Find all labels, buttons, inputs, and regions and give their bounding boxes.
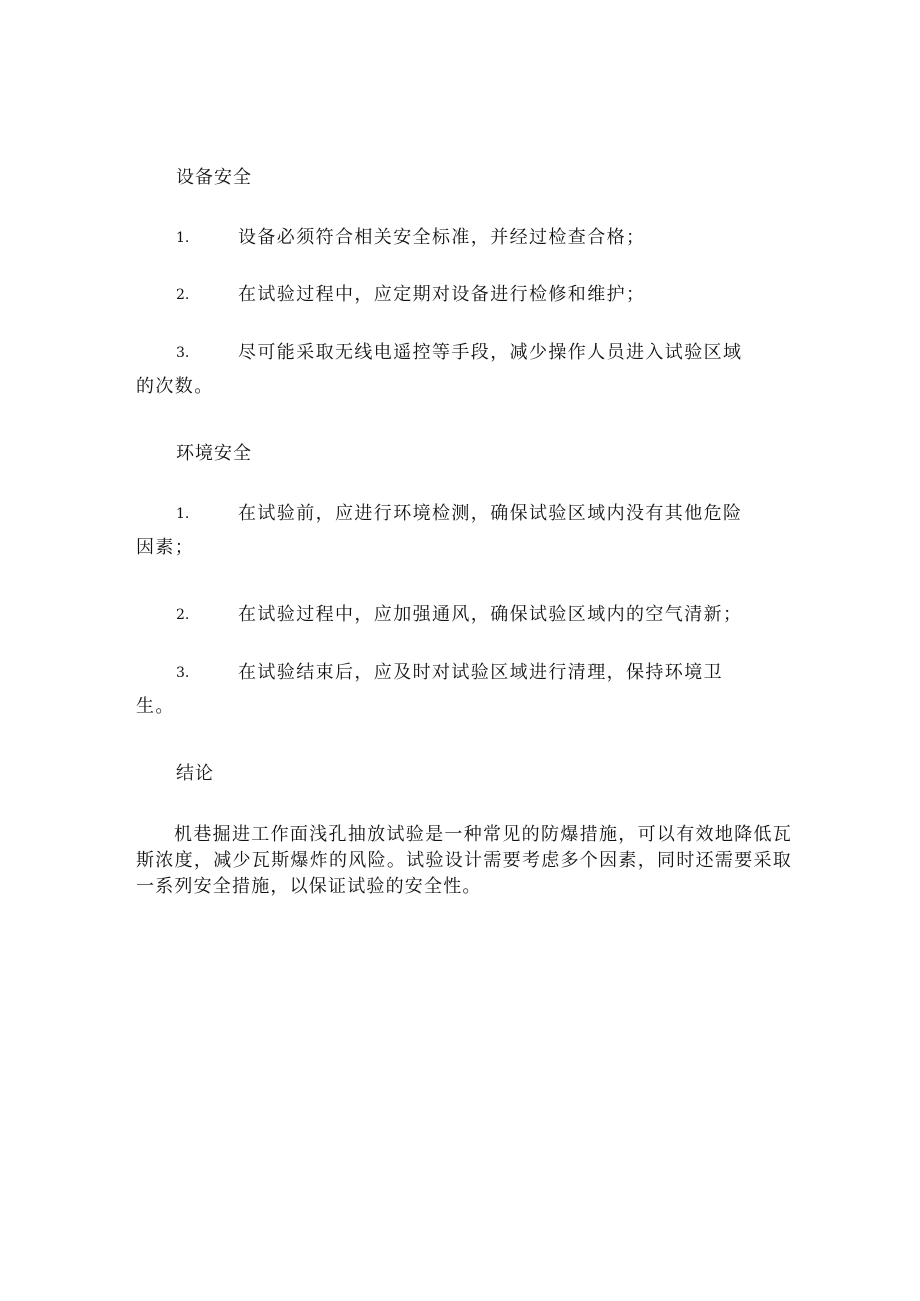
list-item-text: 在试验过程中，应定期对设备进行检修和维护； [238, 284, 646, 305]
section-title-conclusion: 结论 [176, 763, 214, 784]
section-title-equipment-safety: 设备安全 [176, 167, 252, 188]
list-item-text: 在试验前，应进行环境检测，确保试验区域内没有其他危险因素； [136, 503, 743, 558]
list-item [136, 661, 756, 724]
list-item-number: 1. [176, 506, 190, 522]
list-item-text: 在试验结束后，应及时对试验区域进行清理，保持环境卫生。 [136, 662, 723, 717]
list-item [136, 502, 756, 565]
list-item-number: 1. [176, 230, 190, 246]
list-item [136, 283, 756, 312]
list-item [136, 603, 756, 632]
list-item-number: 3. [176, 665, 190, 681]
list-item-text: 尽可能采取无线电遥控等手段，减少操作人员进入试验区域的次数。 [136, 342, 743, 397]
list-item-number: 2. [176, 287, 190, 303]
list-item [136, 226, 756, 255]
section-title-environment-safety: 环境安全 [176, 443, 252, 464]
list-item-text: 设备必须符合相关安全标准，并经过检查合格； [238, 227, 646, 248]
list-item-number: 3. [176, 345, 190, 361]
conclusion-paragraph: 机巷掘进工作面浅孔抽放试验是一种常见的防爆措施，可以有效地降低瓦斯浓度，减少瓦斯爆炸的风险。试验设计需要考虑多个因素，同时还需要采取一系列安全措施，以保证试验的安全性。 [136, 824, 792, 897]
list-item-text: 在试验过程中，应加强通风，确保试验区域内的空气清新； [238, 604, 743, 625]
list-item-number: 2. [176, 607, 190, 623]
list-item [136, 341, 756, 404]
